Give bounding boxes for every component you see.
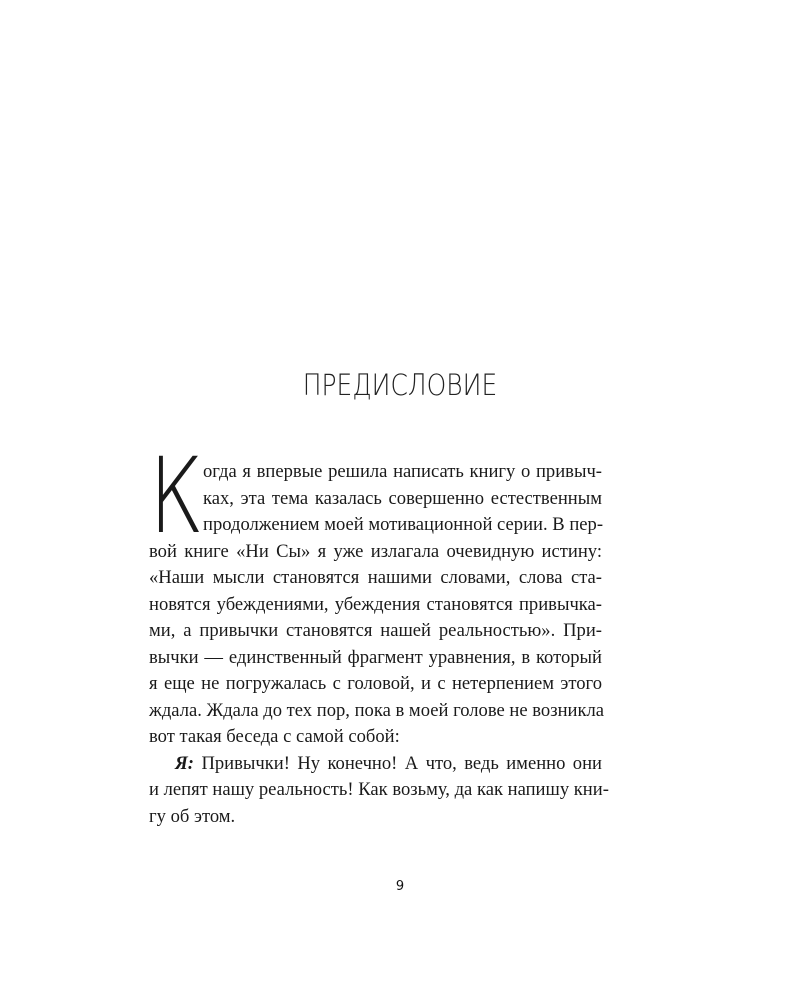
body-line: ках, эта тема казалась совершенно естественным bbox=[203, 487, 602, 509]
body-line: вот такая беседа с самой собой: bbox=[149, 726, 400, 747]
chapter-title: ПРЕДИСЛОВИЕ bbox=[302, 368, 498, 402]
body-line: ми, а привычки становятся нашей реальностью». При- bbox=[149, 620, 602, 641]
dialogue-line: гу об этом. bbox=[149, 805, 236, 827]
body-line: вой книге «Ни Сы» я уже излагала очевидную истину: bbox=[149, 540, 602, 562]
dialogue-speaker: Я: bbox=[175, 752, 195, 774]
body-line: вычки — единственный фрагмент уравнения, в который bbox=[149, 646, 602, 668]
dialogue-text: Привычки! Ну конечно! А что, ведь именно они bbox=[201, 752, 602, 774]
chapter-body bbox=[149, 459, 609, 830]
body-line: я еще не погружалась с головой, и с нетерпением этого bbox=[149, 673, 602, 694]
body-line: огда я впервые решила написать книгу о привыч- bbox=[203, 461, 602, 482]
page-number: 9 bbox=[395, 879, 405, 894]
body-line: новятся убеждениями, убеждения становятся привычка- bbox=[149, 593, 602, 615]
body-line: «Наши мысли становятся нашими словами, слова ста- bbox=[149, 567, 602, 588]
dialogue-line: и лепят нашу реальность! Как возьму, да как напишу кни- bbox=[149, 779, 609, 800]
body-line: ждала. Ждала до тех пор, пока в моей голове не возникла bbox=[149, 699, 605, 721]
dialogue-line bbox=[149, 751, 602, 778]
drop-cap: К bbox=[149, 435, 204, 557]
body-line: продолжением моей мотивационной серии. В пер- bbox=[203, 514, 604, 535]
